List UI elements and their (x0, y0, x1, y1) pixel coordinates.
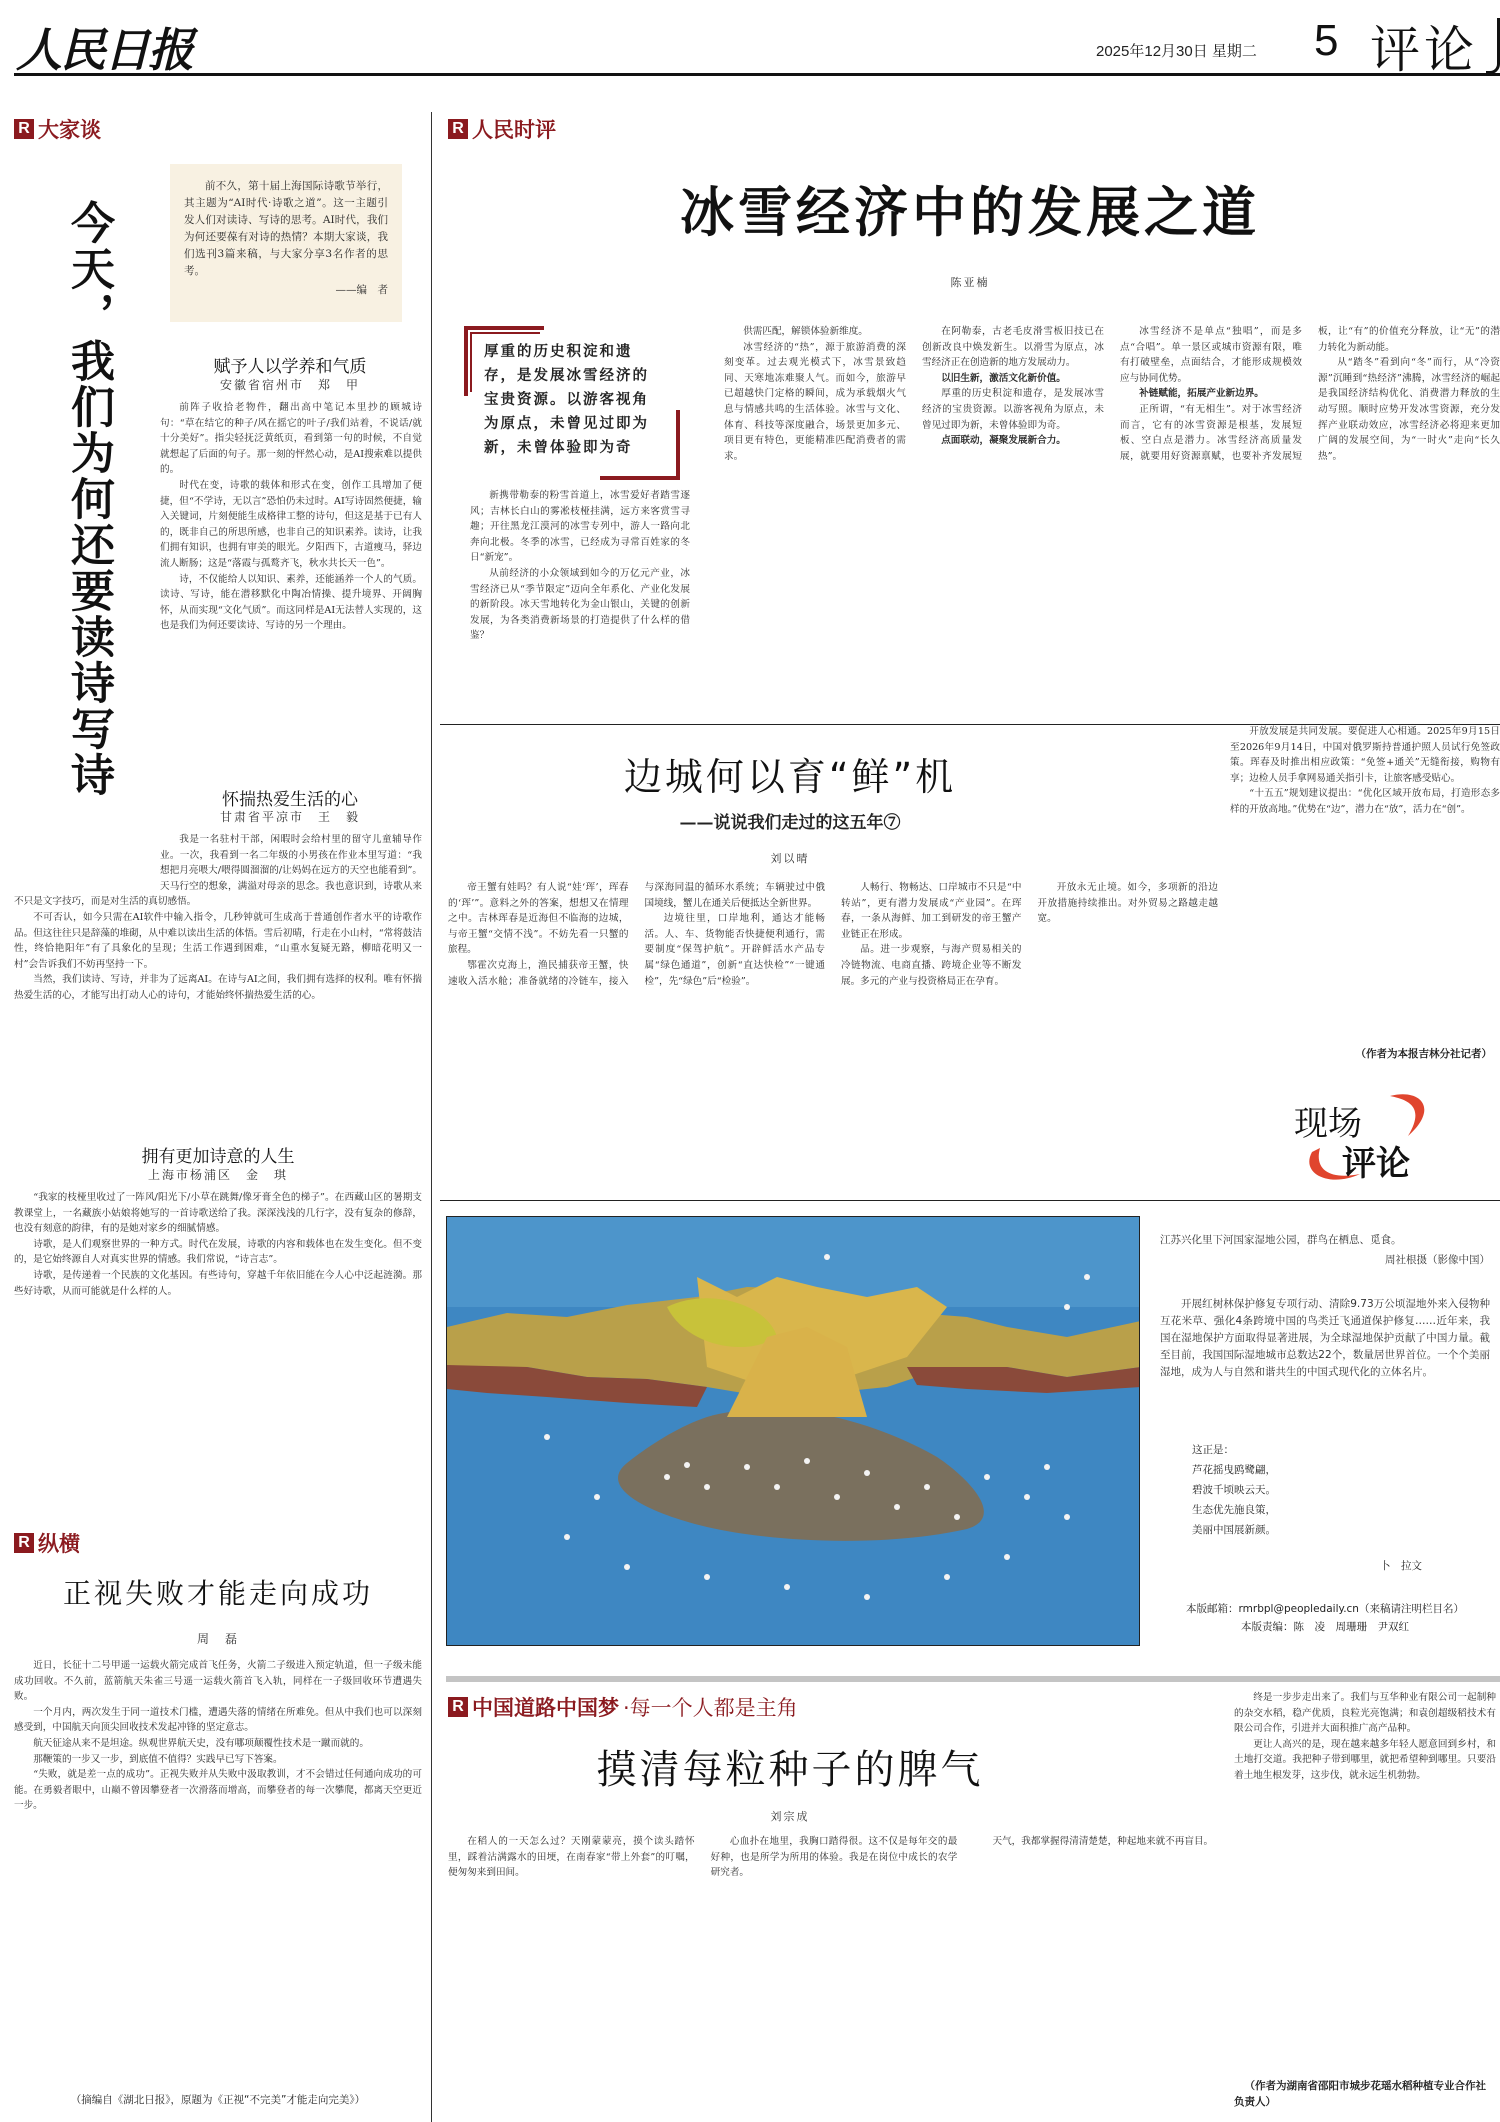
column-label-zongheng (14, 1528, 80, 1558)
article-body-right (1230, 724, 1500, 1044)
headline: 边城何以育“鲜”机 (623, 755, 957, 799)
paragraph: 不可否认，如今只需在AI软件中输入指令，几秒钟就可生成高于普通创作者水平的诗歌作品。但这往往只是辞藻的堆砌，从中难以读出生活的体悟。雪后初晴，行走在小山村，“常将鼓洁性，终恰艳阳年”有了具象化的呈现；生活工作遇到困难，“山重水复疑无路，柳暗花明又一村”会告诉我们不妨再坚持一下。 (14, 911, 422, 970)
section-name: 评论 (1370, 21, 1478, 79)
article-byline: 上海市杨浦区 金 琪 (147, 1168, 288, 1182)
article-byline: 陈亚楠 (950, 276, 990, 289)
vertical-feature-title: 今天，我们为何还要读诗写诗 (63, 200, 114, 798)
paragraph: 在稻人的一天怎么过？天刚蒙蒙亮，摸个读头踏怀里，踩着沾满露水的田埂，在南春家“带上外套”的叮嘱，便匆匆来到田间。 (448, 1836, 695, 1879)
photo-caption: 江苏兴化里下河国家湿地公园，群鸟在栖息、觅食。 (1160, 1234, 1402, 1246)
article-body (14, 832, 422, 1122)
paragraph: 前阵子收拾老物件，翻出高中笔记本里抄的顾城诗句：“草在结它的种子/风在摇它的叶子/我们站着，不说话/就十分美好”。指尖轻抚泛黄纸页，看到第一句的时候，不自觉就想起了后面的句子。那一刻的怦然心动，是AI搜索难以提供的。 (160, 402, 422, 476)
r-badge-icon: R (14, 119, 34, 139)
article-byline: 刘宗成 (770, 1810, 810, 1823)
photo-credit: 周社根摄（影像中国） (1385, 1254, 1490, 1266)
headline: 摸清每粒种子的脾气 (596, 1747, 984, 1793)
article-title: 赋予人以学养和气质 (213, 357, 367, 377)
paragraph: 终是一步步走出来了。我们与互华种业有限公司一起制种的杂交水稻，稳产优质，良粒光亮饱满；和袁创超级稻技术有限公司合作，引进并大面积推广高产品种。 (1234, 1692, 1496, 1735)
paragraph: 开放发展是共同发展。要促进人心相通。2025年9月15日至2026年9月14日，中国对俄罗斯持普通护照人员试行免签政策。珲春及时推出相应政策：“免签+通关”无缝衔接，购物有享；边检人员手拿网易通关指引卡，让旅客感受贴心。 (1230, 726, 1500, 784)
paragraph: 开放永无止境。如今，多项新的沿边开放措施持续推出。对外贸易之路越走越宽。 (1037, 882, 1218, 925)
headline: 冰雪经济中的发展之道 (680, 181, 1260, 244)
article-body-cols (448, 880, 1218, 1180)
article-byline: 安徽省宿州市 郑 甲 (219, 378, 360, 392)
paragraph-subhead: 以旧生新，激活文化新价值。 (941, 372, 1066, 384)
paragraph: 心血扑在地里，我胸口踏得很。这不仅是每年交的最好种，也是所学为所用的体验。我是在岗位中成长的农学研究者。 (710, 1836, 958, 1879)
paragraph: 诗，不仅能给人以知识、素养，还能涵养一个人的气质。读诗、写诗，能在潜移默化中陶冶情操、提升境界、开阔胸怀，从而实现“文化气质”。而这同样是AI无法替人实现的，这也是我们为何还要读诗、写诗的另一个理由。 (160, 573, 422, 632)
article-byline: 刘以晴 (770, 852, 810, 865)
editor-note-text: 前不久，第十届上海国际诗歌节举行，其主题为“AI时代·诗歌之道”。这一主题引发人们对读诗、写诗的思考。AI时代，我们为何还要葆有对诗的热情？本期大家谈，我们选刊3篇来稿，与大家分享3名作者的思考。 (184, 180, 388, 277)
paragraph: 边境往里，口岸地利，通达才能畅活。人、车、货物能否快捷便利通行，需要制度“保驾护航”。开辟鲜活水产品专属“绿色通道”，创新“直达快检”“一键通检”，先“绿色”后“检验”。 (644, 913, 825, 987)
paragraph: 诗歌，是传递着一个民族的文化基因。有些诗句，穿越千年依旧能在今人心中泛起涟漪。那些好诗歌，从而可能就是什么样的人。 (14, 1269, 422, 1297)
paragraph-subhead: 点面联动，凝聚发展新合力。 (941, 435, 1066, 447)
editor-note-box (170, 164, 402, 322)
masthead (14, 0, 1500, 79)
paragraph: 供需匹配，解锁体验新维度。 (743, 326, 868, 337)
paragraph: 那鞭策的一步又一步，到底值不值得？实践早已写下答案。 (33, 1753, 283, 1765)
paragraph: 从前经济的小众领域到如今的万亿元产业，冰雪经济已从“季节限定”迈向全年系化、产业化发展的新阶段。冰天雪地转化为金山银山，关键的创新发展，为各类消费新场景的打造提供了什么样的借鉴？ (470, 567, 690, 642)
paragraph-subhead: 补链赋能，拓展产业新边界。 (1139, 388, 1264, 400)
paragraph: 鄂霍次克海上，渔民捕获帝王蟹，快速收入活水舱；准备就绪的冷链车，接入与深海同温的循环水系统；车辆驶过中俄国境线，蟹儿在通关后便抵达全新世界。 (448, 882, 825, 987)
r-badge-icon: R (14, 1533, 34, 1553)
article-byline: 周 磊 (196, 1632, 239, 1646)
wetland-birds-photo (446, 1216, 1140, 1646)
paragraph: 人畅行、物畅达、口岸城市不只是“中转站”，更有潜力发展成“产业园”。在珲春，一条从海鲜、加工到研发的帝王蟹产业链正在形成。 (841, 882, 1022, 940)
column-label-subtext: ·每一个人都是主角 (623, 1696, 798, 1720)
photo-illustration (447, 1217, 1140, 1646)
paragraph: 冰雪经济的“热”，源于旅游消费的深刻变革。过去观光模式下，冰雪景致趋同、天寒地冻难聚人气。而如今，旅游早已超越快门定格的瞬间，成为承载烟火气息与情感共鸣的生活体验。冰雪与文化、体育、科技等深度融合，场景更加多元、项目更有特色，更能精准匹配消费者的需求。 (724, 341, 906, 462)
paragraph: “失败，就是差一点的成功”。正视失败并从失败中汲取教训，才不会错过任何通向成功的可能。在勇毅者眼中，山巅不曾因攀登者一次滑落而增高，而攀登者的每一次攀爬，都离天空更近一步。 (14, 1769, 422, 1812)
article-body-cols (448, 1834, 1220, 2122)
masthead-curl-decoration (1486, 18, 1500, 74)
issue-date: 2025年12月30日 星期二 (1096, 43, 1257, 60)
poem-line: 芦花摇曳鸥鹭翩， (1192, 1464, 1276, 1476)
paragraph: 近日，长征十二号甲遥一运载火箭完成首飞任务，火箭二子级进入预定轨道，但一子级未能成功回收。不久前，蓝箭航天朱雀三号遥一运载火箭首飞入轨，同样在一子级回收环节遭遇失败。 (14, 1660, 422, 1703)
article-byline: 甘肃省平凉市 王 毅 (219, 810, 360, 824)
article-source: （摘编自《湖北日报》，原题为《正视“不完美”才能走向完美》） (70, 2094, 366, 2106)
paragraph: 从“踏冬”看到向“冬”而行，从“冷资源”沉睡到“热经济”沸腾，冰雪经济的崛起是我国经济结构优化、消费潜力释放的生动写照。顺时应势开发冰雪资源，充分发挥产业联动效应，冰雪经济必将迎来更加广阔的发展空间，为“一时火”走向“长久热”。 (1318, 357, 1500, 462)
paragraph: 在阿勒泰，古老毛皮滑雪板旧技已在创新改良中焕发新生。以滑雪为原点，冰雪经济正在创造新的地方发展动力。 (922, 326, 1104, 369)
pullquote-text: 厚重的历史积淀和遗存，是发展冰雪经济的宝贵资源。以游客视角为原点，未曾见过即为新，未曾体验即为奇 (484, 344, 649, 456)
article-body-cols (724, 324, 1500, 720)
article-body (160, 400, 422, 774)
section-divider-bar (446, 1676, 1500, 1682)
paragraph: 时代在变，诗歌的载体和形式在变，创作工具增加了便捷，但“不学诗，无以言”恐怕仍未过时。AI写诗固然便捷，输入关键词，片刻便能生成格律工整的诗句，但这是基于已有人的，既非自己的所思所感，也非自己的知识素养。读诗，让我们拥有知识，也拥有审美的眼光。夕阳西下，古道瘦马，驿边流人断肠；这是“落霞与孤鹜齐飞，秋水共长天一色”。 (160, 479, 422, 569)
paragraph: 冰雪经济不是单点“独唱”，而是多点“合唱”。单一景区或城市资源有限，唯有打破壁垒，点面结合，才能形成规模效应与协同优势。 (1120, 326, 1302, 384)
newspaper-logo: 人民日报 (16, 23, 192, 77)
page-number: 5 (1314, 16, 1339, 65)
poem-intro: 这正是： (1192, 1444, 1234, 1456)
logo-text-line1: 现场 (1294, 1104, 1362, 1144)
paragraph: 我是一名驻村干部，闲暇时会给村里的留守儿童辅导作业。一次，我看到一名二年级的小男孩在作业本里写道：“我想把月亮喂大/喂得圆溜溜的/让妈妈在远方的天空也能看到”。天马行空的想象，满溢对母亲的思念。我也意识到，诗歌从来不只是文字技巧，而是对生活的真切感悟。 (14, 834, 422, 908)
xianchang-pinglun-logo (1290, 1078, 1440, 1182)
paragraph: 更让人高兴的是，现在越来越多年轻人愿意回到乡村，和土地打交道。我把种子带到哪里，就把希望种到哪里。只要沿着土地生根发芽，这步伐，就永远生机勃勃。 (1234, 1738, 1496, 1781)
paragraph: 诗歌，是人们观察世界的一种方式。时代在发展，诗歌的内容和载体也在发生变化。但不变的，是它始终源自人对真实世界的情感。我们常说，“诗言志”。 (14, 1238, 422, 1266)
contact-email[interactable]: 本版邮箱：rmrbpl@peopledaily.cn（来稿请注明栏目名） (1186, 1603, 1464, 1615)
article-title: 怀揣热爱生活的心 (222, 790, 358, 810)
contact-block (1160, 1600, 1490, 1636)
paragraph: 帝王蟹有娃吗？有人说“娃‘珲’，珲春的‘珲’”。意料之外的答案，想想又在情理之中。吉林珲春是近海但不临海的边城，与帝王蟹“交情不浅”。不妨先看一只蟹的旅程。 (448, 882, 629, 956)
paragraph: 正所谓，“有无相生”。对于冰雪经济而言，它有的冰雪资源是根基，发展短板、空白点是潜力。冰雪经济高质量发展，就要用好资源禀赋，也要补齐发展短板，让“有”的价值充分释放，让“无”的潜力转化为新动能。 (1120, 326, 1500, 462)
page-editors: 本版责编：陈 凌 周珊珊 尹双红 (1241, 1621, 1409, 1633)
author-note: （作者为本报吉林分社记者） (1355, 1048, 1492, 1060)
article-body-right (1234, 1690, 1496, 2060)
poem-line: 美丽中国展新颜。 (1192, 1524, 1276, 1536)
column-label-text: 纵横 (38, 1532, 80, 1556)
column-label-text: 人民时评 (472, 118, 556, 142)
column-label-dajiatan (14, 114, 101, 144)
paragraph: 厚重的历史积淀和遗存，是发展冰雪经济的宝贵资源。以游客视角为原点，未曾见过即为新，未曾体验即为奇。 (922, 388, 1104, 431)
author-note: （作者为湖南省邵阳市城步花瑶水稻种植专业合作社负责人） (1234, 2080, 1486, 2108)
headline-subtitle: ——说说我们走过的这五年⑦ (679, 813, 901, 833)
r-badge-icon: R (448, 119, 468, 139)
poem-line: 碧波千顷映云天。 (1192, 1484, 1276, 1496)
column-label-text: 大家谈 (38, 118, 101, 142)
editor-note-sign: ——编 者 (335, 284, 388, 296)
logo-text-line2: 评论 (1342, 1144, 1410, 1184)
article-body-col1 (470, 488, 690, 720)
section-divider (440, 1200, 1500, 1201)
paragraph: 当然，我们读诗、写诗，并非为了远离AI。在诗与AI之间，我们拥有选择的权利。唯有怀揣热爱生活的心，才能写出打动人心的诗句，才能始终怀揣热爱生活的心。 (14, 974, 422, 1001)
article-body (14, 1658, 422, 2068)
r-badge-icon: R (448, 1697, 468, 1717)
photo-commentary: 开展红树林保护修复专项行动、清除9.73万公顷湿地外来入侵物种互花米草、强化4条跨境中国的鸟类迁飞通道保护修复……近年来，我国在湿地保护方面取得显著进展，为全球湿地保护贡献了中国力量。截至目前，我国国际湿地城市总数达22个，数量居世界首位。一个个美丽湿地，成为人与自然和谐共生的中国式现代化的立体名片。 (1160, 1298, 1490, 1378)
column-label-text: 中国道路中国梦 (472, 1696, 619, 1720)
column-label-zhongguo-daolu (448, 1692, 798, 1722)
article-title: 拥有更加诗意的人生 (141, 1147, 295, 1167)
poem-line: 生态优先施良策， (1192, 1504, 1276, 1516)
poem-block (1192, 1440, 1412, 1540)
article-body (14, 1190, 422, 1490)
paragraph: 一个月内，两次发生于同一道技术门槛，遭遇失落的情绪在所难免。但从中我们也可以深刻感受到，中国航天向顶尖回收技术发起冲锋的坚定意志。 (14, 1706, 422, 1734)
paragraph: 品。进一步观察，与海产贸易相关的冷链物流、电商直播、跨境企业等不断发展。多元的产业与投资格局正在孕育。 (841, 944, 1022, 987)
article-title: 正视失败才能走向成功 (62, 1577, 373, 1610)
column-divider (431, 112, 432, 2122)
paragraph: 航天征途从来不是坦途。纵观世界航天史，没有哪项颠覆性技术是一蹴而就的。 (33, 1737, 369, 1749)
poem-author: 卜 拉文 (1380, 1560, 1422, 1572)
paragraph: “我家的枝桠里收过了一阵风/阳光下/小草在跳舞/像牙膏全色的梯子”。在西藏山区的暑期支教课堂上，一名藏族小姑娘将她写的一首诗歌送给了我。深深浅浅的几行字，没有复杂的修辞，也没有刻意的韵律，有的是她对家乡的细腻情感。 (14, 1192, 422, 1235)
paragraph: 天气，我都掌握得清清楚楚，种起地来就不再盲目。 (992, 1836, 1214, 1847)
paragraph: 新携带勒泰的粉雪首道上，冰雪爱好者踏雪逐风；吉林长白山的雾凇枝桠挂满，远方来客赏雪寻趣；开往黑龙江漠河的冰雪专列中，游人一路向北奔向北极。冬季的冰雪，已经成为寻常百姓家的冬日“新宠”。 (470, 490, 690, 564)
float-spacer (14, 832, 160, 890)
column-label-renminshiping (448, 114, 556, 144)
paragraph: “十五五”规划建议提出：“优化区域开放布局，打造形态多样的开放高地。”优势在“边”，潜力在“放”，活力在“创”。 (1230, 788, 1500, 815)
